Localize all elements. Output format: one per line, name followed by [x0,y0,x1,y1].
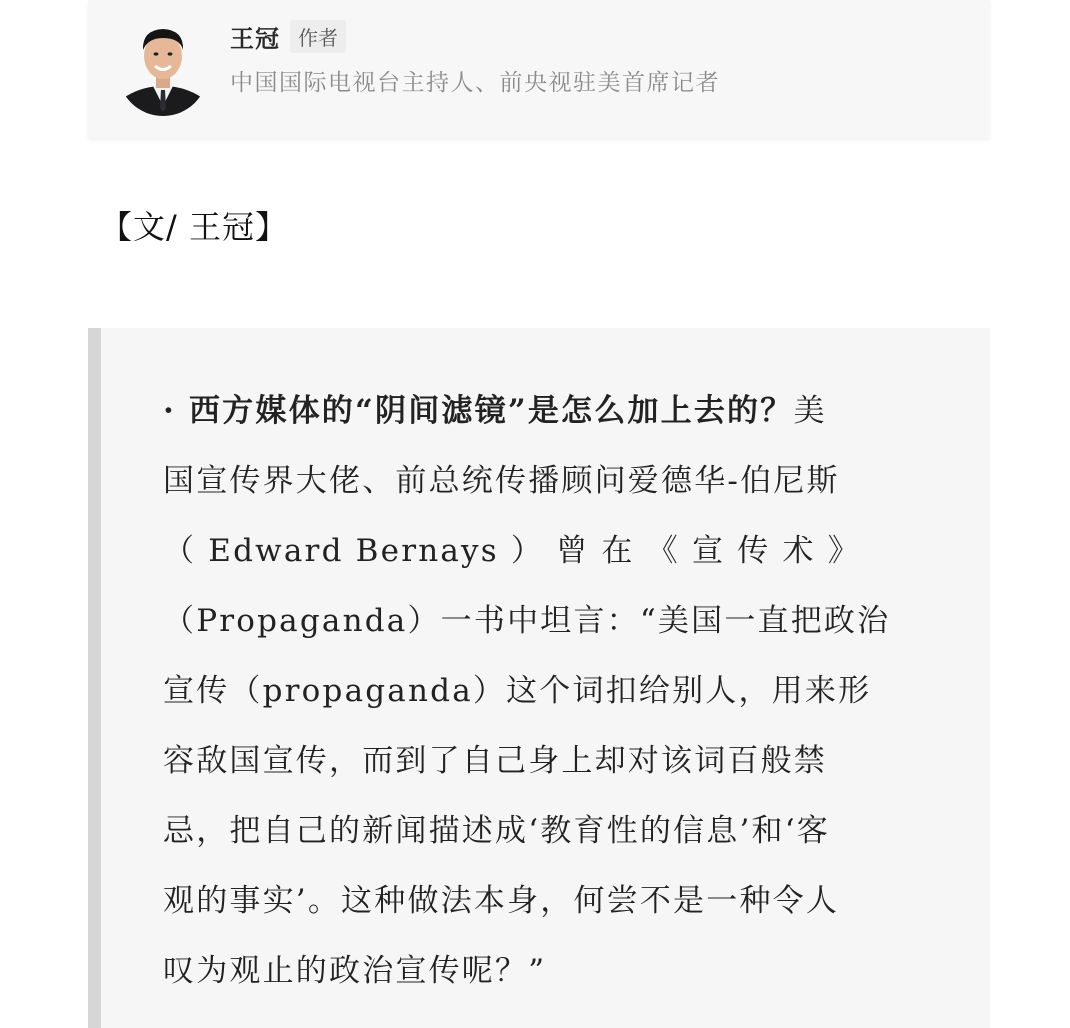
quote-line: 忌，把自己的新闻描述成‘教育性的信息’和‘客 [163,813,830,849]
quote-line: （ Edward Bernays ） 曾 在 《 宣 传 术 》 [163,533,861,569]
author-tag: 作者 [290,20,346,53]
quote-line: 叹为观止的政治宣传呢？” [163,953,547,989]
author-card [88,0,990,138]
quote-line: 国宣传界大佬、前总统传播顾问爱德华-伯尼斯 [163,463,840,499]
quote-heading: · 西方媒体的“阴间滤镜”是怎么加上去的？ [163,393,794,429]
quote-line: 容敌国宣传，而到了自己身上却对该词百般禁 [163,743,827,779]
quote-line: 宣传（propaganda）这个词扣给别人，用来形 [163,673,872,709]
quote-line [163,376,953,446]
author-description: 中国国际电视台主持人、前央视驻美首席记者 [230,70,720,96]
author-name-row [230,20,346,52]
quote-line: （Propaganda）一书中坦言：“美国一直把政治 [163,603,891,639]
quote-line-text: 美 [793,393,827,429]
avatar-portrait-icon [118,16,208,116]
quote-text [163,376,953,1006]
article-byline: 【文/ 王冠】 [100,208,288,246]
quote-line: 观的事实’。这种做法本身，何尝不是一种令人 [163,883,840,919]
author-avatar[interactable] [118,16,208,116]
author-name[interactable]: 王冠 [230,24,280,53]
blockquote [88,328,990,1028]
